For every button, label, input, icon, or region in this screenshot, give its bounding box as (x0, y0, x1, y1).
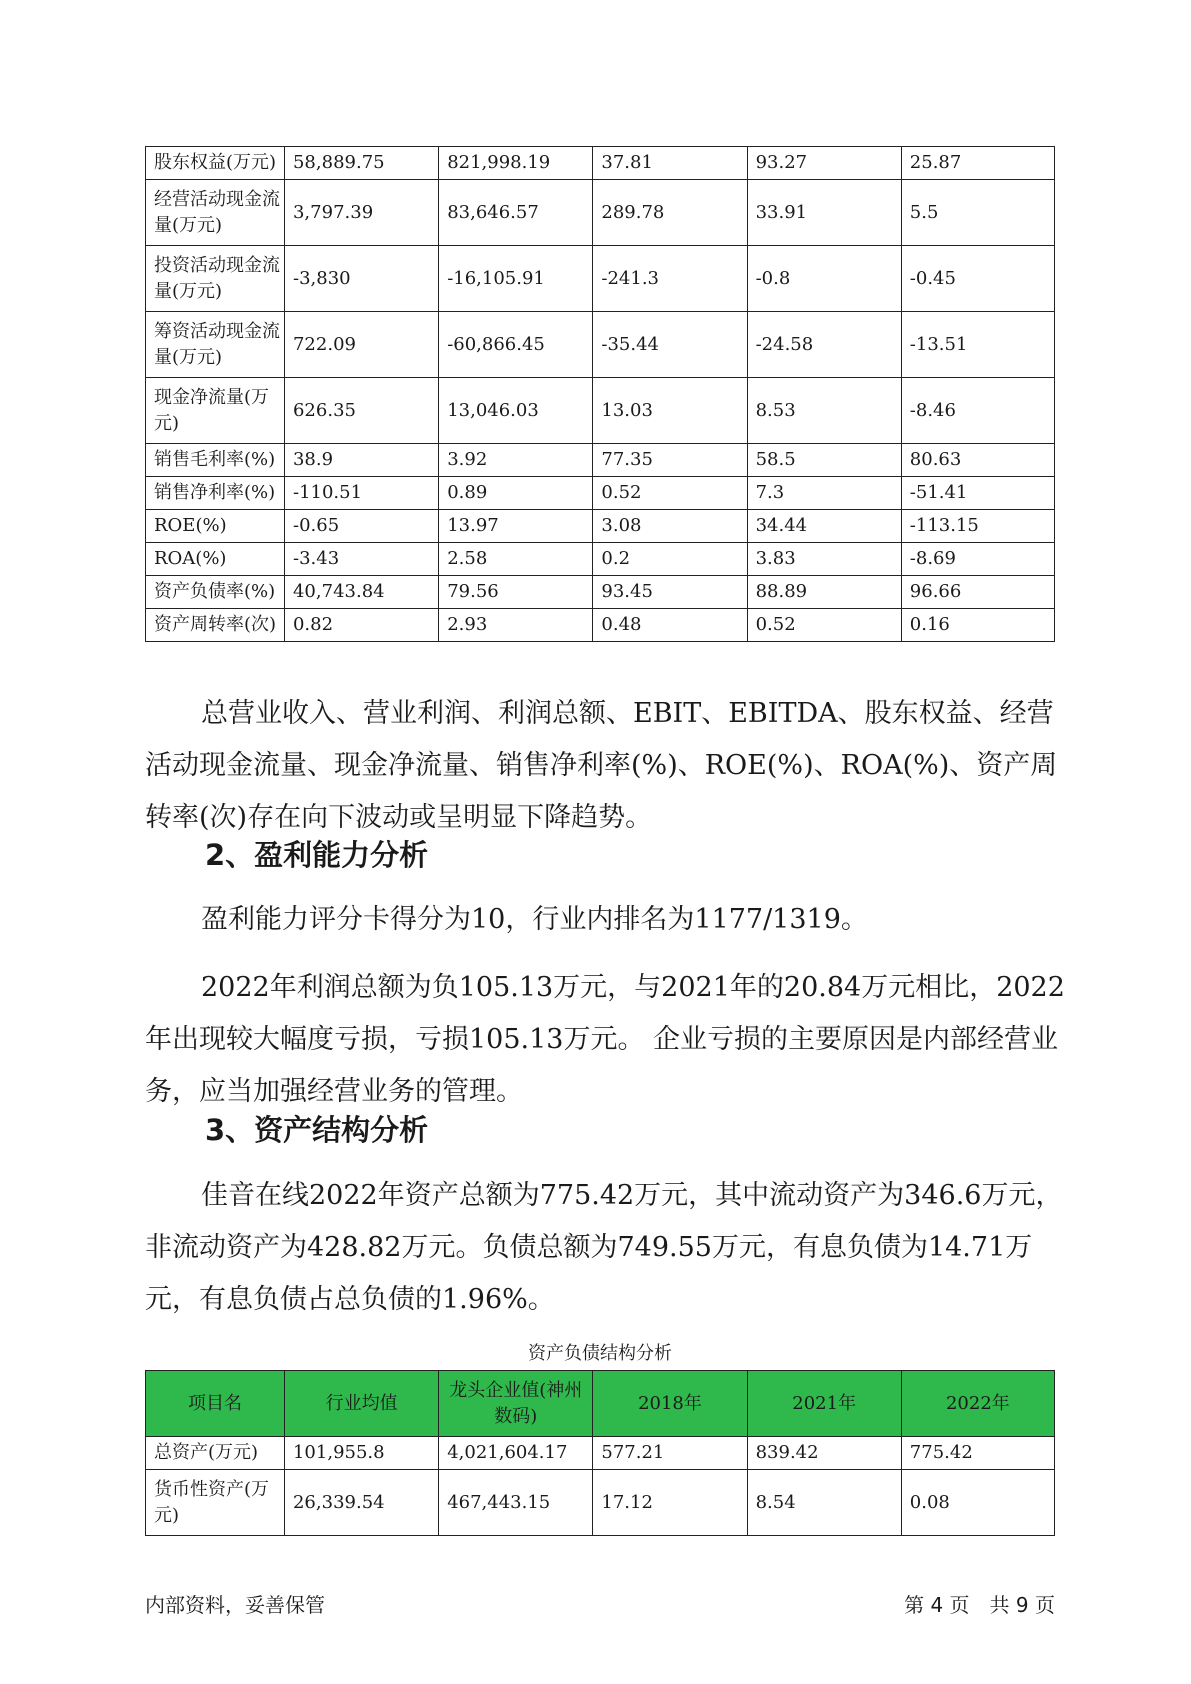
footer-confidential-note: 内部资料，妥善保管 (145, 1593, 325, 1617)
column-header: 项目名 (146, 1371, 285, 1437)
row-label: 资产负债率(%) (146, 576, 285, 609)
column-header: 2018年 (593, 1371, 747, 1437)
table-row (146, 180, 1055, 246)
table-cell: 25.87 (901, 147, 1054, 180)
table-cell: 3.08 (593, 510, 747, 543)
table-cell: 13.03 (593, 378, 747, 444)
table-row (146, 312, 1055, 378)
table-cell: -35.44 (593, 312, 747, 378)
table-cell: 101,955.8 (284, 1437, 438, 1470)
column-header: 龙头企业值(神州数码) (439, 1371, 593, 1437)
table-cell: 2.93 (439, 609, 593, 642)
table-row (146, 378, 1055, 444)
table-row (146, 576, 1055, 609)
table-row (146, 510, 1055, 543)
footer-page-number: 第 4 页 共 9 页 (904, 1593, 1055, 1617)
table-row (146, 246, 1055, 312)
table-cell: 93.27 (747, 147, 901, 180)
table-cell: 13,046.03 (439, 378, 593, 444)
table-cell: 40,743.84 (284, 576, 438, 609)
table-row (146, 444, 1055, 477)
asset-paragraph: 佳音在线2022年资产总额为775.42万元，其中流动资产为346.6万元，非流动资产为428.82万元。负债总额为749.55万元，有息负债为14.71万元，有息负债占总负债的1.96%。 (145, 1180, 1063, 1315)
table-row (146, 609, 1055, 642)
table-row (146, 477, 1055, 510)
row-label: ROA(%) (146, 543, 285, 576)
table-cell: 3.92 (439, 444, 593, 477)
table-cell: 3,797.39 (284, 180, 438, 246)
row-label: 现金净流量(万元) (146, 378, 285, 444)
table-cell: 80.63 (901, 444, 1054, 477)
table-cell: 467,443.15 (439, 1470, 593, 1536)
table-cell: -8.69 (901, 543, 1054, 576)
table-cell: 722.09 (284, 312, 438, 378)
table-cell: 13.97 (439, 510, 593, 543)
table-row (146, 1470, 1055, 1536)
table-row (146, 543, 1055, 576)
table-cell: 8.54 (747, 1470, 901, 1536)
table-cell: 17.12 (593, 1470, 747, 1536)
table-cell: 26,339.54 (284, 1470, 438, 1536)
table-row (146, 1437, 1055, 1470)
column-header: 2021年 (747, 1371, 901, 1437)
table-cell: -8.46 (901, 378, 1054, 444)
row-label: 资产周转率(次) (146, 609, 285, 642)
table-cell: -60,866.45 (439, 312, 593, 378)
table-cell: 34.44 (747, 510, 901, 543)
row-label: 销售毛利率(%) (146, 444, 285, 477)
table-cell: 83,646.57 (439, 180, 593, 246)
table-cell: 2.58 (439, 543, 593, 576)
row-label: 经营活动现金流量(万元) (146, 180, 285, 246)
table-caption: 资产负债结构分析 (528, 1343, 672, 1364)
table-cell: 7.3 (747, 477, 901, 510)
section-heading-asset-structure: 3、资产结构分析 (205, 1113, 429, 1147)
trend-paragraph: 总营业收入、营业利润、利润总额、EBIT、EBITDA、股东权益、经营活动现金流量、现金净流量、销售净利率(%)、ROE(%)、ROA(%)、资产周转率(次)存在向下波动或呈明显下降趋势。 (145, 698, 1058, 833)
table-cell: 0.52 (747, 609, 901, 642)
table-cell: 88.89 (747, 576, 901, 609)
table-cell: 577.21 (593, 1437, 747, 1470)
table-cell: 37.81 (593, 147, 747, 180)
row-label: 总资产(万元) (146, 1437, 285, 1470)
row-label: 投资活动现金流量(万元) (146, 246, 285, 312)
table-cell: 8.53 (747, 378, 901, 444)
row-label: 筹资活动现金流量(万元) (146, 312, 285, 378)
table-cell: 4,021,604.17 (439, 1437, 593, 1470)
row-label: 股东权益(万元) (146, 147, 285, 180)
table-cell: 0.48 (593, 609, 747, 642)
table-cell: -110.51 (284, 477, 438, 510)
table-cell: 0.52 (593, 477, 747, 510)
section-heading-profitability: 2、盈利能力分析 (205, 838, 429, 872)
score-paragraph: 盈利能力评分卡得分为10，行业内排名为1177/1319。 (201, 904, 868, 935)
table-cell: 0.16 (901, 609, 1054, 642)
table-cell: 626.35 (284, 378, 438, 444)
table-cell: 0.2 (593, 543, 747, 576)
table-cell: -0.45 (901, 246, 1054, 312)
table-cell: 79.56 (439, 576, 593, 609)
row-label: 货币性资产(万元) (146, 1470, 285, 1536)
row-label: 销售净利率(%) (146, 477, 285, 510)
table-cell: 5.5 (901, 180, 1054, 246)
profit-paragraph: 2022年利润总额为负105.13万元，与2021年的20.84万元相比，2022年出现较大幅度亏损，亏损105.13万元。 企业亏损的主要原因是内部经营业务，应当加强经营业务的管理。 (145, 972, 1065, 1107)
table-cell: 58.5 (747, 444, 901, 477)
table-cell: 0.89 (439, 477, 593, 510)
table-cell: 33.91 (747, 180, 901, 246)
table-cell: 839.42 (747, 1437, 901, 1470)
row-label: ROE(%) (146, 510, 285, 543)
table-cell: 775.42 (901, 1437, 1054, 1470)
table-cell: -51.41 (901, 477, 1054, 510)
table-header-row (146, 1371, 1055, 1437)
table-cell: -0.8 (747, 246, 901, 312)
table-cell: 96.66 (901, 576, 1054, 609)
table-cell: -24.58 (747, 312, 901, 378)
table-cell: -3.43 (284, 543, 438, 576)
table-cell: 38.9 (284, 444, 438, 477)
table-cell: 0.82 (284, 609, 438, 642)
table-row (146, 147, 1055, 180)
table-cell: -0.65 (284, 510, 438, 543)
table-cell: -16,105.91 (439, 246, 593, 312)
financial-indicators-table (145, 146, 1055, 642)
table-cell: 93.45 (593, 576, 747, 609)
table-cell: 821,998.19 (439, 147, 593, 180)
asset-liability-table (145, 1370, 1055, 1536)
table-cell: -113.15 (901, 510, 1054, 543)
table-cell: -13.51 (901, 312, 1054, 378)
table-cell: 3.83 (747, 543, 901, 576)
table-cell: 77.35 (593, 444, 747, 477)
column-header: 行业均值 (284, 1371, 438, 1437)
column-header: 2022年 (901, 1371, 1054, 1437)
table-cell: 58,889.75 (284, 147, 438, 180)
table-cell: -241.3 (593, 246, 747, 312)
table-cell: 289.78 (593, 180, 747, 246)
table-cell: 0.08 (901, 1470, 1054, 1536)
table-cell: -3,830 (284, 246, 438, 312)
